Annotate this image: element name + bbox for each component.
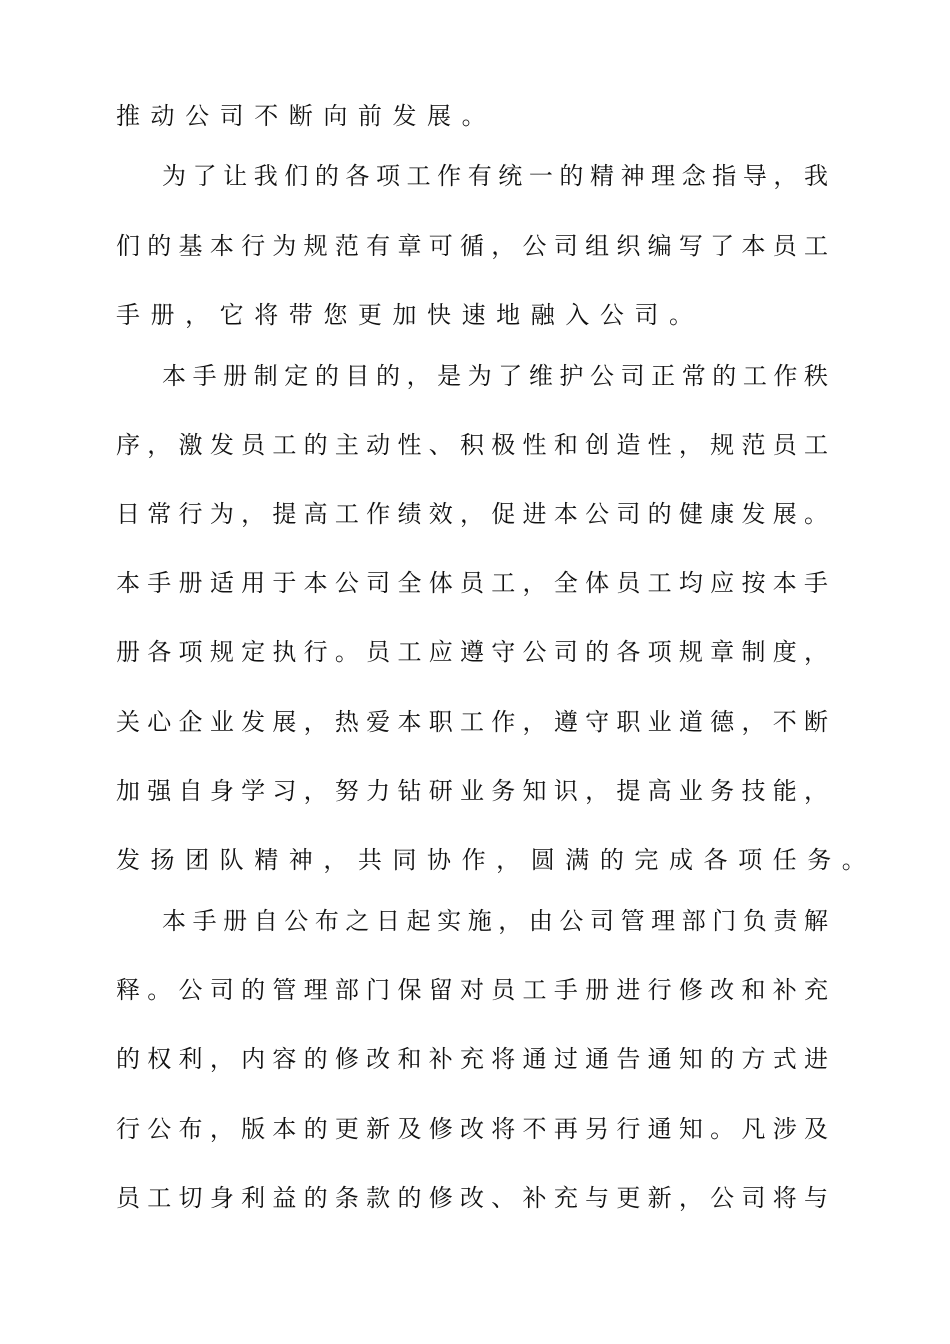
- text-line-14: 释。公司的管理部门保留对员工手册进行修改和补充: [116, 976, 828, 1004]
- text-line-17: 员工切身利益的条款的修改、补充与更新，公司将与: [116, 1184, 828, 1212]
- text-line-15: 的权利，内容的修改和补充将通过通告通知的方式进: [116, 1045, 828, 1073]
- text-line-1: 推动公司不断向前发展。: [116, 102, 497, 130]
- text-line-8: 本手册适用于本公司全体员工，全体员工均应按本手: [116, 569, 828, 597]
- text-line-3: 们的基本行为规范有章可循，公司组织编写了本员工: [116, 232, 828, 260]
- text-line-11: 加强自身学习，努力钻研业务知识，提高业务技能，: [116, 777, 828, 805]
- text-line-13: 本手册自公布之日起实施，由公司管理部门负责解: [162, 907, 828, 935]
- text-line-10: 关心企业发展，热爱本职工作，遵守职业道德，不断: [116, 708, 828, 736]
- text-line-12: 发扬团队精神，共同协作，圆满的完成各项任务。: [116, 846, 877, 874]
- text-line-7: 日常行为，提高工作绩效，促进本公司的健康发展。: [116, 500, 828, 528]
- text-line-2: 为了让我们的各项工作有统一的精神理念指导，我: [162, 162, 828, 190]
- text-line-6: 序，激发员工的主动性、积极性和创造性，规范员工: [116, 431, 828, 459]
- text-line-4: 手册，它将带您更加快速地融入公司。: [116, 301, 704, 329]
- text-line-16: 行公布，版本的更新及修改将不再另行通知。凡涉及: [116, 1115, 828, 1143]
- text-line-9: 册各项规定执行。员工应遵守公司的各项规章制度，: [116, 638, 828, 666]
- text-line-5: 本手册制定的目的，是为了维护公司正常的工作秩: [162, 362, 828, 390]
